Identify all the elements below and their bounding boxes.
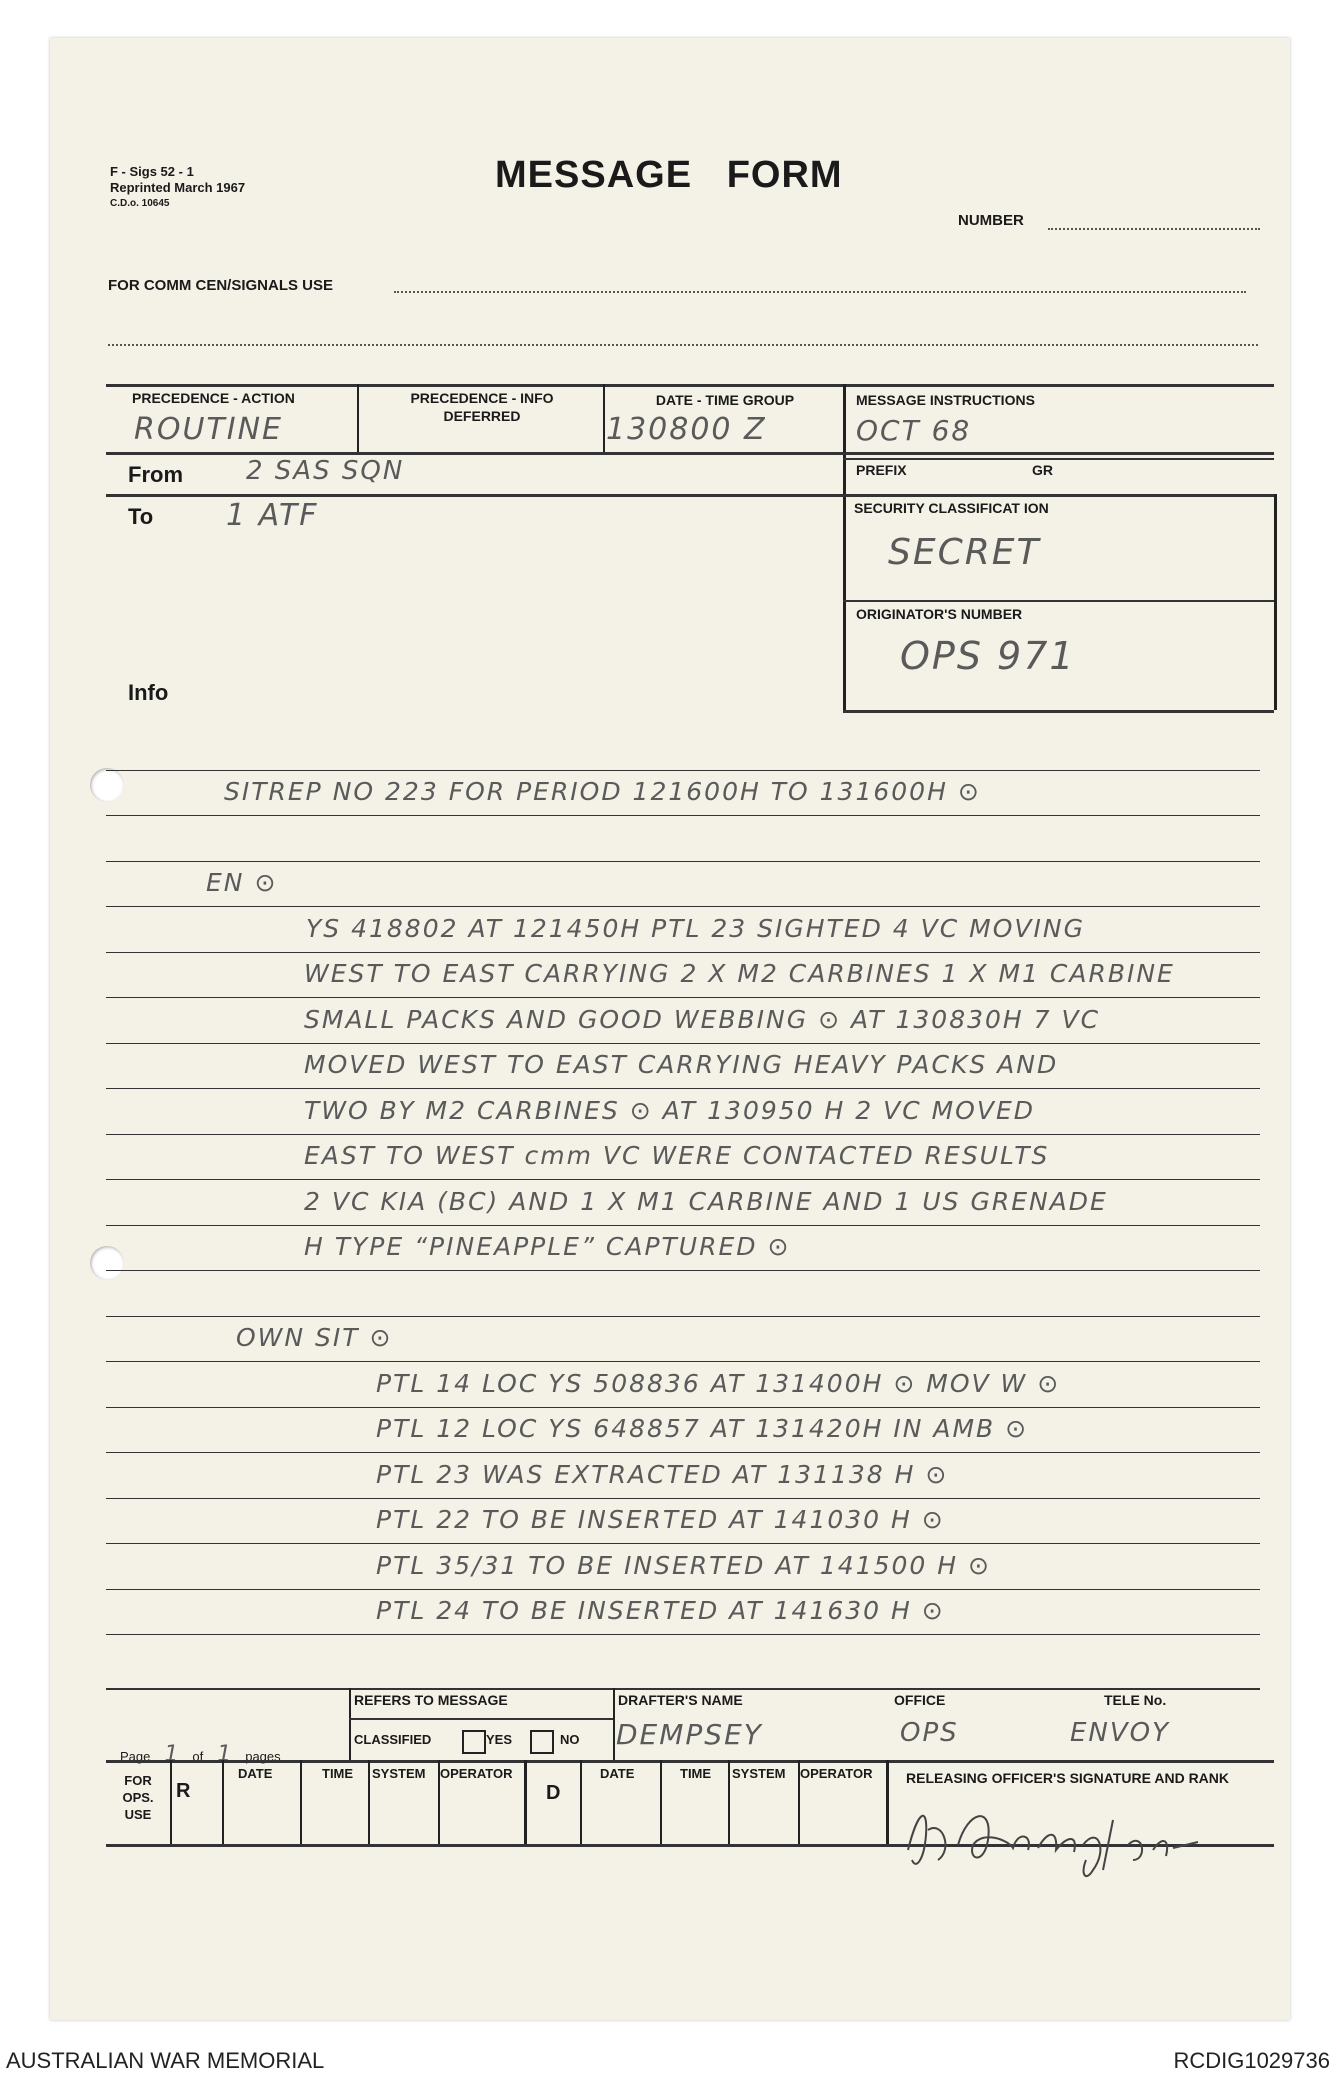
- tele-label: TELE No.: [1104, 1692, 1167, 1708]
- rule: [106, 1760, 1274, 1763]
- message-line: 2 VC KIA (BC) AND 1 X M1 CARBINE AND 1 US GRENADE: [304, 1186, 1108, 1216]
- rule: [843, 458, 1274, 460]
- rule: [357, 384, 359, 452]
- message-rule: [106, 906, 1260, 907]
- d-system-label: SYSTEM: [732, 1766, 786, 1781]
- drafter-label: DRAFTER'S NAME: [618, 1692, 743, 1708]
- releasing-signature: [898, 1790, 1238, 1886]
- from-label: From: [128, 462, 183, 487]
- d-time-label: TIME: [680, 1766, 712, 1781]
- rule: [843, 600, 1274, 602]
- message-line: TWO BY M2 CARBINES ⊙ AT 130950 H 2 VC MOVED: [304, 1095, 1036, 1125]
- rule: [843, 384, 846, 710]
- page-value[interactable]: 1: [164, 1742, 179, 1767]
- gr-label: GR: [1032, 462, 1053, 478]
- rule: [886, 1760, 889, 1844]
- message-rule: [106, 770, 1260, 771]
- no-label: NO: [560, 1732, 580, 1747]
- message-rule: [106, 952, 1260, 953]
- form-code-line2: Reprinted March 1967: [110, 180, 246, 195]
- rule: [660, 1760, 662, 1844]
- comm-cen-field[interactable]: [394, 291, 1246, 293]
- rule: [106, 1688, 1260, 1690]
- for-ops-label: FOR OPS. USE: [122, 1773, 154, 1822]
- message-rule: [106, 1043, 1260, 1044]
- message-rule: [106, 997, 1260, 998]
- message-rule: [106, 1589, 1260, 1590]
- rule: [106, 452, 1274, 455]
- message-line: PTL 14 LOC YS 508836 AT 131400H ⊙ MOV W ⊙: [376, 1368, 1061, 1398]
- message-form-sheet: [50, 38, 1290, 2020]
- rule: [222, 1760, 224, 1844]
- rule: [603, 384, 605, 452]
- of-value[interactable]: 1: [217, 1742, 232, 1767]
- refers-label: REFERS TO MESSAGE: [354, 1692, 508, 1708]
- d-label: D: [546, 1782, 561, 1804]
- classified-yes-checkbox[interactable]: [462, 1730, 486, 1754]
- d-operator-label: OPERATOR: [800, 1766, 873, 1781]
- message-rule: [106, 1270, 1260, 1271]
- number-label: NUMBER: [958, 212, 1024, 229]
- of-label: of: [192, 1749, 204, 1764]
- security-value[interactable]: SECRET: [888, 532, 1041, 573]
- message-line: WEST TO EAST CARRYING 2 X M2 CARBINES 1 X M1 CARBINE: [304, 959, 1175, 988]
- originator-label: ORIGINATOR'S NUMBER: [856, 606, 1023, 622]
- pages-label: pages: [245, 1749, 281, 1764]
- rule: [524, 1760, 527, 1844]
- footer-right: RCDIG1029736: [1173, 2048, 1330, 2073]
- message-line: PTL 23 WAS EXTRACTED AT 131138 H ⊙: [376, 1459, 949, 1489]
- message-line: EN ⊙: [206, 868, 278, 897]
- rule: [349, 1688, 351, 1760]
- form-title: MESSAGE FORM: [495, 154, 843, 196]
- classified-no-checkbox[interactable]: [530, 1730, 554, 1754]
- classified-label: CLASSIFIED: [354, 1732, 432, 1747]
- r-date-label: DATE: [238, 1766, 273, 1781]
- prec-info-label: PRECEDENCE - INFO: [410, 390, 554, 406]
- releasing-label: RELEASING OFFICER'S SIGNATURE AND RANK: [906, 1770, 1230, 1786]
- message-rule: [106, 1498, 1260, 1499]
- message-line: YS 418802 AT 121450H PTL 23 SIGHTED 4 VC MOVING: [306, 913, 1085, 943]
- message-rule: [106, 1407, 1260, 1408]
- message-line: PTL 12 LOC YS 648857 AT 131420H IN AMB ⊙: [376, 1414, 1029, 1443]
- message-rule: [106, 1452, 1260, 1453]
- comm-cen-label: FOR COMM CEN/SIGNALS USE: [108, 277, 334, 294]
- rule: [580, 1760, 582, 1844]
- message-rule: [106, 1225, 1260, 1226]
- message-line: PTL 35/31 TO BE INSERTED AT 141500 H ⊙: [376, 1550, 991, 1580]
- form-code: [110, 164, 245, 212]
- message-rule: [106, 1543, 1260, 1544]
- message-line: OWN SIT ⊙: [236, 1323, 393, 1352]
- page-count: [120, 1742, 281, 1767]
- message-line: SMALL PACKS AND GOOD WEBBING ⊙ AT 130830H 7 VC: [304, 1004, 1101, 1034]
- rule: [106, 494, 844, 497]
- office-label: OFFICE: [894, 1692, 946, 1708]
- rule: [843, 710, 1274, 713]
- drafter-value[interactable]: DEMPSEY: [616, 1718, 763, 1751]
- footer-left: AUSTRALIAN WAR MEMORIAL: [6, 2048, 325, 2073]
- r-label: R: [176, 1780, 191, 1802]
- comm-cen-field-2[interactable]: [108, 344, 1258, 346]
- message-rule: [106, 1134, 1260, 1135]
- security-label: SECURITY CLASSIFICAT ION: [854, 500, 1049, 516]
- message-rule: [106, 1088, 1260, 1089]
- prec-info-value: DEFERRED: [443, 408, 521, 424]
- office-value[interactable]: OPS: [900, 1718, 959, 1748]
- info-label: Info: [128, 680, 169, 705]
- form-code-line3: C.D.o. 10645: [110, 198, 170, 209]
- message-line: PTL 22 TO BE INSERTED AT 141030 H ⊙: [376, 1505, 945, 1534]
- punch-hole-bottom: [90, 1246, 124, 1280]
- dtg-label: DATE - TIME GROUP: [655, 392, 795, 408]
- yes-label: YES: [486, 1732, 513, 1747]
- page-label: Page: [120, 1749, 151, 1764]
- r-system-label: SYSTEM: [372, 1766, 426, 1781]
- prec-action-label: PRECEDENCE - ACTION: [132, 390, 295, 406]
- rule: [1274, 494, 1277, 710]
- dtg-value[interactable]: 130800 Z: [606, 412, 767, 447]
- message-line: PTL 24 TO BE INSERTED AT 141630 H ⊙: [376, 1596, 945, 1625]
- originator-value[interactable]: OPS 971: [900, 634, 1076, 678]
- prec-action-value[interactable]: ROUTINE: [134, 412, 283, 447]
- number-field[interactable]: [1048, 228, 1260, 230]
- rule: [728, 1760, 730, 1844]
- message-line: H TYPE “PINEAPPLE” CAPTURED ⊙: [304, 1232, 791, 1261]
- message-line: EAST TO WEST cmm VC WERE CONTACTED RESULTS: [304, 1141, 1050, 1170]
- message-line: MOVED WEST TO EAST CARRYING HEAVY PACKS AND: [304, 1050, 1059, 1079]
- message-rule: [106, 1361, 1260, 1362]
- rule: [170, 1760, 172, 1844]
- punch-hole-top: [90, 768, 124, 802]
- to-label: To: [128, 504, 154, 529]
- message-rule: [106, 1316, 1260, 1317]
- d-date-label: DATE: [600, 1766, 635, 1781]
- message-line: SITREP NO 223 FOR PERIOD 121600H TO 131600H ⊙: [224, 777, 981, 806]
- message-rule: [106, 861, 1260, 862]
- rule: [349, 1718, 613, 1720]
- instructions-label: MESSAGE INSTRUCTIONS: [856, 392, 1035, 408]
- prefix-label: PREFIX: [856, 462, 907, 478]
- form-code-line1: F - Sigs 52 - 1: [110, 164, 194, 179]
- rule: [106, 384, 1274, 387]
- rule: [843, 494, 1274, 497]
- r-time-label: TIME: [322, 1766, 354, 1781]
- from-value[interactable]: 2 SAS SQN: [246, 456, 405, 486]
- to-value[interactable]: 1 ATF: [226, 498, 319, 533]
- message-rule: [106, 1179, 1260, 1180]
- message-rule: [106, 815, 1260, 816]
- rule: [368, 1760, 370, 1844]
- rule: [300, 1760, 302, 1844]
- tele-value[interactable]: ENVOY: [1070, 1718, 1171, 1748]
- instructions-value[interactable]: OCT 68: [856, 414, 972, 447]
- rule: [613, 1688, 615, 1760]
- r-operator-label: OPERATOR: [440, 1766, 513, 1781]
- message-rule: [106, 1634, 1260, 1635]
